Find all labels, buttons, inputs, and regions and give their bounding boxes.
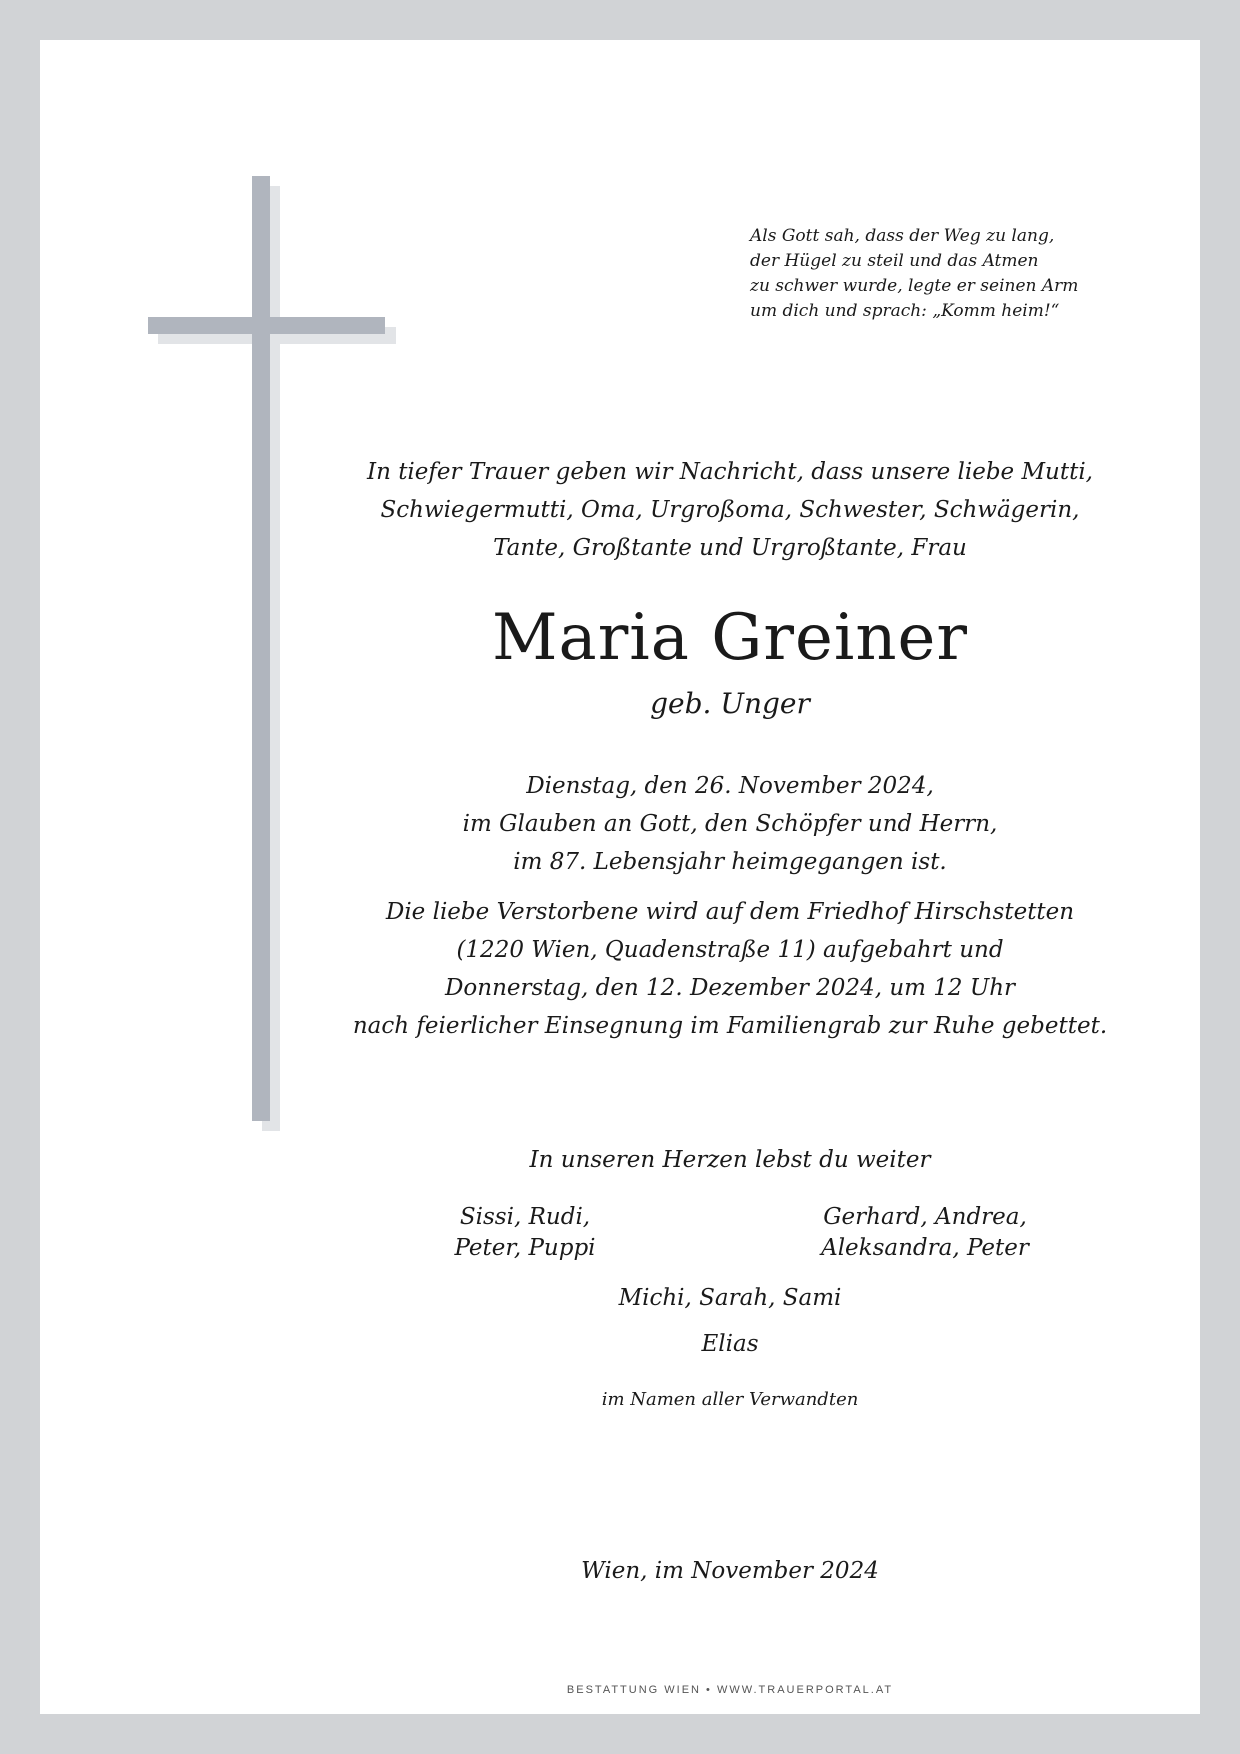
- mourner-line: Aleksandra, Peter: [821, 1235, 1029, 1261]
- funeral-line: Die liebe Verstorbene wird auf dem Friedhof Hirschstetten: [385, 899, 1075, 925]
- intro-line: Tante, Großtante und Urgroßtante, Frau: [493, 535, 967, 561]
- grandchildren: Michi, Sarah, Sami: [618, 1285, 842, 1311]
- quote: [750, 224, 1150, 324]
- intro-line: In tiefer Trauer geben wir Nachricht, dass unsere liebe Mutti,: [366, 459, 1093, 485]
- maiden-name: geb. Unger: [650, 687, 810, 720]
- quote-line: Als Gott sah, dass der Weg zu lang,: [750, 226, 1055, 246]
- death-line: Dienstag, den 26. November 2024,: [526, 773, 934, 799]
- mourner-line: Peter, Puppi: [454, 1235, 596, 1261]
- quote-line: zu schwer wurde, legte er seinen Arm: [750, 276, 1079, 296]
- footer-imprint: BESTATTUNG WIEN • WWW.TRAUERPORTAL.AT: [566, 1684, 894, 1696]
- intro-line: Schwiegermutti, Oma, Urgroßoma, Schwester, Schwägerin,: [380, 497, 1080, 523]
- quote-line: der Hügel zu steil und das Atmen: [750, 251, 1039, 271]
- quote-line: um dich und sprach: „Komm heim!“: [750, 301, 1060, 321]
- memorial-motto: In unseren Herzen lebst du weiter: [529, 1147, 931, 1173]
- mourner-line: Sissi, Rudi,: [459, 1204, 591, 1230]
- announcement-intro: [330, 453, 1130, 567]
- death-notice: [330, 767, 1130, 881]
- death-line: im 87. Lebensjahr heimgegangen ist.: [513, 849, 947, 875]
- mourners-left: [425, 1202, 625, 1264]
- cross-icon-horizontal: [148, 317, 385, 334]
- mourner-line: Gerhard, Andrea,: [823, 1204, 1027, 1230]
- deceased-name: Maria Greiner: [492, 601, 968, 675]
- great-grandchild: Elias: [701, 1331, 759, 1357]
- funeral-line: Donnerstag, den 12. Dezember 2024, um 12 Uhr: [444, 975, 1016, 1001]
- funeral-line: (1220 Wien, Quadenstraße 11) aufgebahrt und: [456, 937, 1004, 963]
- funeral-details: [330, 893, 1130, 1045]
- funeral-line: nach feierlicher Einsegnung im Familiengrab zur Ruhe gebettet.: [352, 1013, 1108, 1039]
- death-line: im Glauben an Gott, den Schöpfer und Herrn,: [462, 811, 998, 837]
- place-date: Wien, im November 2024: [581, 1558, 879, 1584]
- mourners-right: [810, 1202, 1040, 1264]
- relatives-note: im Namen aller Verwandten: [601, 1389, 859, 1410]
